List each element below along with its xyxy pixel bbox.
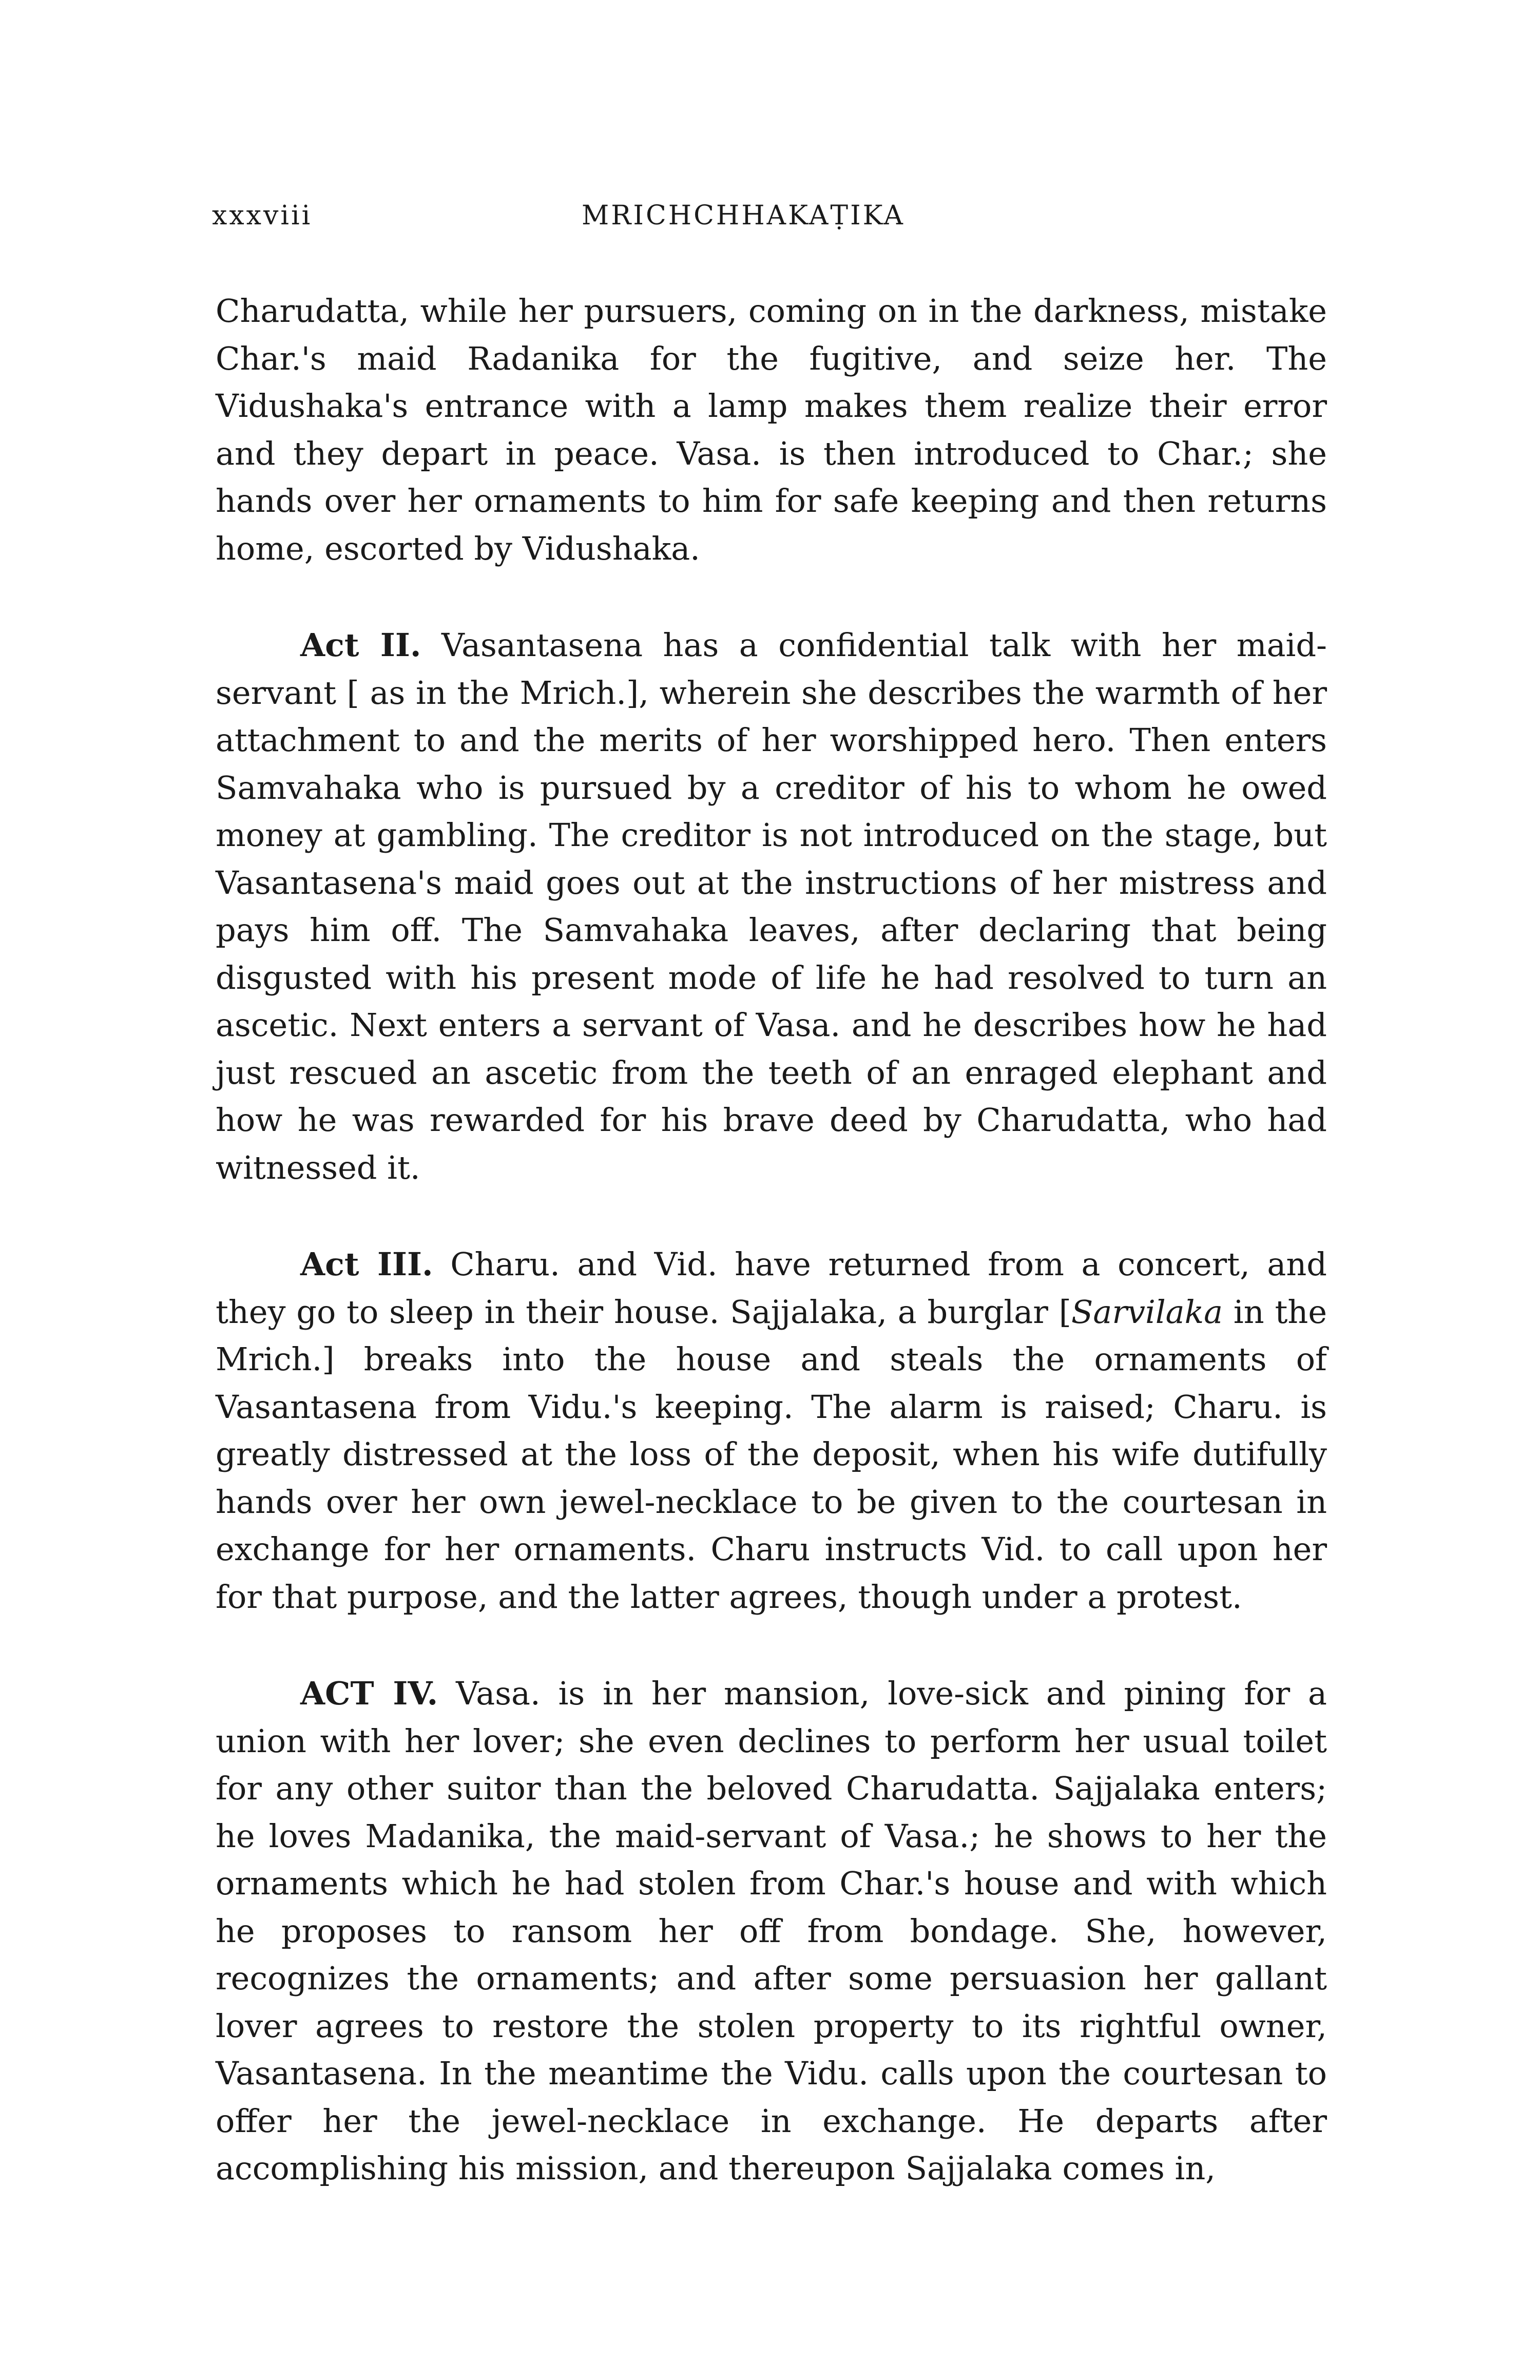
paragraph-text: Vasantasena has a confidential talk with her maid-servant [ as in the Mrich.], wherein she describes the warmth of her attachment to and the merits of her worshipped hero. Then enters Samvahaka who is pursued by a creditor of his to whom he owed money at gambling. The creditor is not introduced on the stage, but Vasantasena's maid goes out at the instructions of her mistress and pays him off. The Samvahaka leaves, after declaring that being disgusted with his present mode of life he had resolved to turn an ascetic. Next enters a servant of Vasa. and he describes how he had just rescued an ascetic from the teeth of an enraged elephant and how he was rewarded for his brave deed by Charudatta, who had witnessed it. <box>216 626 1327 1186</box>
running-title: MRICHCHHAKAṬIKA <box>582 200 905 231</box>
page-body <box>216 287 1327 2193</box>
act-label: Act II. <box>300 626 421 664</box>
act-label: Act III. <box>300 1245 433 1283</box>
paragraph-text: in the Mrich.] breaks into the house and steals the ornaments of Vasantasena from Vidu.'s keeping. The alarm is raised; Charu. is greatly distressed at the loss of the deposit, when his wife dutifully hands over her own jewel-necklace to be given to the courtesan in exchange for her ornaments. Charu instructs Vid. to call upon her for that purpose, and the latter agrees, though under a protest. <box>216 1293 1327 1616</box>
paragraph-act-iv <box>216 1670 1327 2193</box>
paragraph-act-ii <box>216 622 1327 1192</box>
paragraph-text: Charudatta, while her pursuers, coming on in the darkness, mistake Char.'s maid Radanika for the fugitive, and seize her. The Vidushaka's entrance with a lamp makes them realize their error and they depart in peace. Vasa. is then introduced to Char.; she hands over her ornaments to him for safe keeping and then returns home, escorted by Vidushaka. <box>216 292 1327 567</box>
paragraph-act-iii <box>216 1241 1327 1621</box>
paragraph-act-i-continued <box>216 287 1327 572</box>
italic-name: Sarvilaka <box>1071 1293 1223 1331</box>
page-header <box>212 200 1329 241</box>
act-label: ACT IV. <box>300 1675 438 1712</box>
page-number: xxxviii <box>212 200 313 231</box>
paragraph-text: Vasa. is in her mansion, love-sick and pining for a union with her lover; she even declines to perform her usual toilet for any other suitor than the beloved Charudatta. Sajjalaka enters; he loves Madanika, the maid-servant of Vasa.; he shows to her the ornaments which he had stolen from Char.'s house and with which he proposes to ransom her off from bondage. She, however, recognizes the ornaments; and after some persuasion her gallant lover agrees to restore the stolen property to its rightful owner, Vasantasena. In the meantime the Vidu. calls upon the courtesan to offer her the jewel-necklace in exchange. He departs after accomplishing his mission, and thereupon Sajjalaka comes in, <box>216 1675 1327 2187</box>
paragraph-text: Charu. and Vid. have returned from a concert, and they go to sleep in their house. Sajjalaka, a burglar [ <box>216 1245 1327 1331</box>
